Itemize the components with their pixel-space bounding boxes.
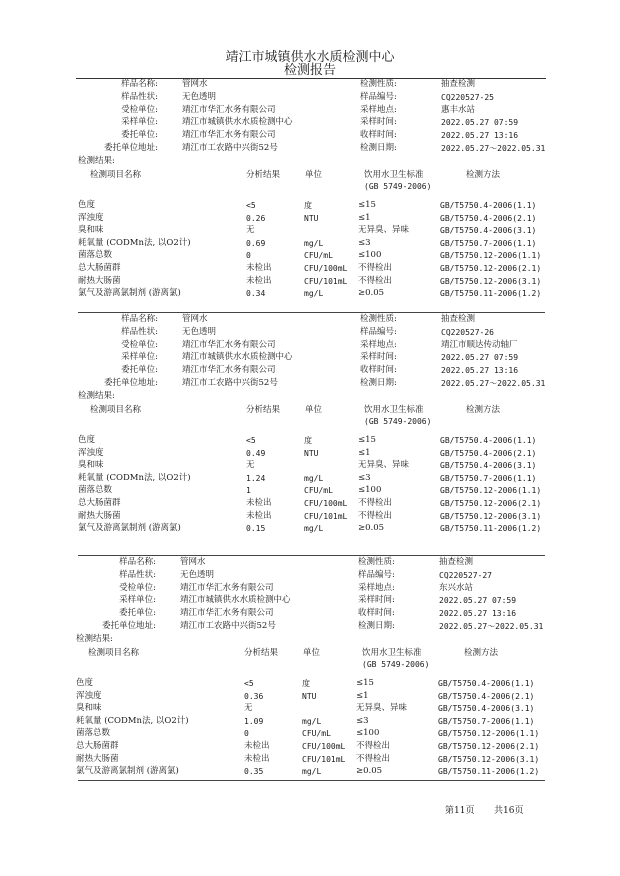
field-client-address: 靖江市工农路中兴街52号 — [180, 621, 276, 631]
field-client-address: 靖江市工农路中兴街52号 — [182, 378, 278, 388]
field-sample-status: 无色透明 — [182, 326, 217, 337]
field-sampling-site: 惠丰水站 — [441, 104, 476, 115]
cell-method: GB/T5750.12-2006(2.1) — [440, 264, 542, 273]
results-label: 检测结果: — [78, 391, 115, 401]
field-sampling-site: 靖江市顺达传动轴厂 — [441, 339, 518, 350]
cell-item: 耐热大肠菌 — [76, 753, 119, 764]
cell-item: 耗氧量 (CODMn法, 以O2计) — [76, 715, 189, 726]
cell-item: 臭和味 — [78, 225, 104, 236]
cell-item: 菌落总数 — [76, 728, 111, 739]
cell-result: 未检出 — [246, 498, 272, 508]
label-sampling-site: 采样地点: — [360, 104, 397, 115]
field-sample-name: 管网水 — [182, 79, 208, 89]
cell-result: 0 — [246, 251, 251, 261]
label-inspected-unit: 受检单位: — [121, 104, 158, 115]
field-test-nature: 抽查检测 — [441, 314, 476, 324]
cell-unit: 度 — [304, 436, 312, 445]
col-header-result: 分析结果 — [244, 648, 279, 658]
label-sample-status: 样品性状: — [121, 91, 158, 102]
cell-item: 氯气及游离氯制剂 (游离氯) — [78, 288, 181, 299]
cell-result: 0 — [244, 729, 249, 739]
cell-item: 浑浊度 — [78, 212, 104, 223]
label-sampling-time: 采样时间: — [358, 595, 395, 606]
field-inspected-unit: 靖江市华汇水务有限公司 — [180, 582, 274, 593]
label-test-nature: 检测性质: — [360, 314, 397, 324]
cell-method: GB/T5750.11-2006(1.2) — [440, 524, 542, 534]
label-client-unit: 委托单位: — [121, 130, 158, 141]
col-header-item: 检测项目名称 — [88, 648, 140, 658]
cell-standard: ≤100 — [356, 728, 380, 739]
col-header-standard-code: (GB 5749-2006) — [364, 417, 432, 426]
label-client-unit: 委托单位: — [121, 365, 158, 376]
cell-item: 色度 — [76, 678, 94, 688]
cell-unit: CFU/101mL — [304, 511, 348, 521]
col-header-unit: 单位 — [305, 405, 323, 415]
cell-item: 耐热大肠菌 — [78, 275, 121, 286]
cell-standard: ≤1 — [358, 447, 371, 458]
label-sample-no: 样品编号: — [360, 326, 397, 337]
cell-result: <5 — [244, 679, 254, 688]
field-sampling-site: 东兴水站 — [439, 582, 474, 593]
cell-item: 色度 — [78, 200, 96, 210]
cell-unit: CFU/100mL — [304, 499, 348, 508]
cell-method: GB/T5750.4-2006(3.1) — [438, 704, 535, 714]
field-test-date: 2022.05.27～2022.05.31 — [441, 379, 546, 388]
cell-item: 氯气及游离氯制剂 (游离氯) — [76, 766, 179, 777]
cell-item: 浑浊度 — [78, 447, 104, 458]
label-sampling-time: 采样时间: — [360, 352, 397, 363]
report-title: 靖江市城镇供水水质检测中心 — [225, 50, 395, 65]
cell-item: 臭和味 — [76, 703, 102, 714]
cell-unit: mg/L — [304, 473, 324, 483]
cell-standard: ≤100 — [358, 250, 382, 261]
section-divider — [78, 312, 545, 313]
cell-unit: 度 — [302, 679, 310, 688]
field-test-nature: 抽查检测 — [441, 79, 476, 89]
field-sampling-unit: 靖江市城镇供水水质检测中心 — [182, 117, 293, 128]
field-client-unit: 靖江市华汇水务有限公司 — [182, 365, 276, 376]
field-sample-name: 管网水 — [180, 557, 206, 567]
field-inspected-unit: 靖江市华汇水务有限公司 — [182, 339, 276, 350]
cell-unit: CFU/mL — [304, 251, 333, 261]
col-header-standard-code: (GB 5749-2006) — [364, 182, 432, 191]
cell-standard: 无异臭、异味 — [358, 225, 410, 236]
results-label: 检测结果: — [76, 634, 113, 644]
table-bottom-rule — [78, 780, 545, 781]
cell-result: <5 — [246, 201, 256, 210]
field-sample-no: CQ220527-26 — [441, 327, 494, 337]
cell-method: GB/T5750.12-2006(2.1) — [440, 499, 542, 508]
page-number: 第11页 — [445, 806, 475, 816]
cell-item: 色度 — [78, 435, 96, 445]
cell-unit: CFU/101mL — [302, 754, 346, 764]
cell-result: 无 — [246, 460, 255, 471]
cell-standard: 不得检出 — [358, 263, 393, 273]
col-header-result: 分析结果 — [246, 405, 281, 415]
label-inspected-unit: 受检单位: — [119, 582, 156, 593]
field-sampling-time: 2022.05.27 07:59 — [441, 118, 519, 128]
cell-unit: NTU — [302, 691, 317, 701]
results-label: 检测结果: — [78, 156, 115, 166]
cell-item: 耗氧量 (CODMn法, 以O2计) — [78, 237, 191, 248]
col-header-standard: 饮用水卫生标准 — [364, 405, 424, 415]
label-test-nature: 检测性质: — [360, 79, 397, 89]
field-inspected-unit: 靖江市华汇水务有限公司 — [182, 104, 276, 115]
label-sample-no: 样品编号: — [360, 91, 397, 102]
cell-item: 菌落总数 — [78, 485, 113, 496]
report-subtitle: 检测报告 — [283, 63, 336, 78]
cell-item: 总大肠菌群 — [78, 498, 121, 508]
cell-unit: mg/L — [304, 524, 324, 534]
cell-method: GB/T5750.7-2006(1.1) — [440, 238, 537, 248]
cell-unit: mg/L — [304, 238, 324, 248]
col-header-item: 检测项目名称 — [90, 405, 142, 415]
cell-item: 总大肠菌群 — [78, 263, 121, 273]
field-client-unit: 靖江市华汇水务有限公司 — [180, 608, 274, 619]
cell-standard: ≥0.05 — [358, 288, 385, 299]
cell-result: 无 — [244, 703, 253, 714]
cell-method: GB/T5750.11-2006(1.2) — [438, 767, 540, 777]
cell-item: 菌落总数 — [78, 250, 113, 261]
field-client-address: 靖江市工农路中兴街52号 — [182, 143, 278, 153]
field-sampling-time: 2022.05.27 07:59 — [439, 596, 517, 606]
cell-result: 0.49 — [246, 448, 266, 458]
cell-unit: NTU — [304, 213, 319, 223]
cell-standard: ≥0.05 — [356, 766, 383, 777]
cell-method: GB/T5750.4-2006(2.1) — [440, 448, 537, 458]
label-client-address: 委托单位地址: — [104, 378, 158, 388]
cell-method: GB/T5750.12-2006(1.1) — [440, 251, 542, 261]
cell-method: GB/T5750.12-2006(3.1) — [440, 276, 542, 286]
cell-method: GB/T5750.4-2006(2.1) — [440, 213, 537, 223]
cell-result: 0.15 — [246, 524, 266, 534]
cell-standard: ≤3 — [358, 472, 371, 483]
col-header-result: 分析结果 — [246, 170, 281, 180]
cell-standard: 不得检出 — [358, 510, 393, 521]
cell-method: GB/T5750.12-2006(3.1) — [438, 754, 540, 764]
label-sampling-unit: 采样单位: — [119, 595, 156, 606]
label-test-date: 检测日期: — [358, 621, 395, 631]
field-sample-name: 管网水 — [182, 314, 208, 324]
cell-method: GB/T5750.12-2006(2.1) — [438, 742, 540, 751]
field-test-nature: 抽查检测 — [439, 557, 474, 567]
cell-standard: 不得检出 — [356, 741, 391, 751]
cell-standard: ≥0.05 — [358, 523, 385, 534]
cell-method: GB/T5750.4-2006(2.1) — [438, 691, 535, 701]
label-inspected-unit: 受检单位: — [121, 339, 158, 350]
cell-result: 1 — [246, 486, 251, 496]
cell-result: 无 — [246, 225, 255, 236]
cell-result: 未检出 — [244, 753, 270, 764]
label-receive-time: 收样时间: — [360, 130, 397, 141]
cell-item: 耐热大肠菌 — [78, 510, 121, 521]
cell-standard: ≤100 — [358, 485, 382, 496]
col-header-item: 检测项目名称 — [90, 170, 142, 180]
label-sample-status: 样品性状: — [121, 326, 158, 337]
cell-method: GB/T5750.7-2006(1.1) — [440, 473, 537, 483]
cell-item: 耗氧量 (CODMn法, 以O2计) — [78, 472, 191, 483]
section-divider — [78, 555, 545, 556]
label-sample-name: 样品名称: — [119, 557, 156, 567]
cell-standard: ≤3 — [356, 715, 369, 726]
cell-result: 0.34 — [246, 289, 266, 299]
label-sample-name: 样品名称: — [121, 79, 158, 89]
label-sample-no: 样品编号: — [358, 569, 395, 580]
cell-standard: 不得检出 — [358, 275, 393, 286]
cell-unit: NTU — [304, 448, 319, 458]
cell-method: GB/T5750.4-2006(1.1) — [440, 436, 537, 445]
field-sample-status: 无色透明 — [180, 569, 215, 580]
field-sampling-time: 2022.05.27 07:59 — [441, 353, 519, 363]
label-sampling-unit: 采样单位: — [121, 117, 158, 128]
label-sampling-unit: 采样单位: — [121, 352, 158, 363]
cell-item: 氯气及游离氯制剂 (游离氯) — [78, 523, 181, 534]
label-sample-name: 样品名称: — [121, 314, 158, 324]
field-sampling-unit: 靖江市城镇供水水质检测中心 — [180, 595, 291, 606]
cell-item: 总大肠菌群 — [76, 741, 119, 751]
cell-result: 未检出 — [246, 263, 272, 273]
cell-standard: 不得检出 — [358, 498, 393, 508]
label-sampling-time: 采样时间: — [360, 117, 397, 128]
col-header-method: 检测方法 — [464, 648, 499, 658]
col-header-method: 检测方法 — [466, 170, 501, 180]
label-sampling-site: 采样地点: — [360, 339, 397, 350]
field-client-unit: 靖江市华汇水务有限公司 — [182, 130, 276, 141]
col-header-standard: 饮用水卫生标准 — [364, 170, 424, 180]
cell-unit: mg/L — [302, 716, 322, 726]
cell-unit: CFU/100mL — [302, 742, 346, 751]
field-receive-time: 2022.05.27 13:16 — [441, 131, 519, 141]
cell-result: 1.24 — [246, 473, 266, 483]
field-test-date: 2022.05.27～2022.05.31 — [439, 622, 544, 631]
cell-method: GB/T5750.4-2006(1.1) — [440, 201, 537, 210]
cell-unit: CFU/mL — [302, 729, 331, 739]
cell-result: 未检出 — [246, 510, 272, 521]
label-sample-status: 样品性状: — [119, 569, 156, 580]
cell-standard: ≤1 — [358, 212, 371, 223]
field-receive-time: 2022.05.27 13:16 — [441, 366, 519, 376]
cell-method: GB/T5750.7-2006(1.1) — [438, 716, 535, 726]
cell-method: GB/T5750.12-2006(3.1) — [440, 511, 542, 521]
cell-result: 1.09 — [244, 716, 264, 726]
label-test-date: 检测日期: — [360, 378, 397, 388]
field-sampling-unit: 靖江市城镇供水水质检测中心 — [182, 352, 293, 363]
cell-result: 0.36 — [244, 691, 264, 701]
cell-unit: 度 — [304, 201, 312, 210]
cell-item: 臭和味 — [78, 460, 104, 471]
label-test-date: 检测日期: — [360, 143, 397, 153]
field-sample-no: CQ220527-27 — [439, 570, 492, 580]
cell-method: GB/T5750.4-2006(1.1) — [438, 679, 535, 688]
col-header-method: 检测方法 — [466, 405, 501, 415]
cell-standard: 无异臭、异味 — [356, 703, 408, 714]
col-header-standard: 饮用水卫生标准 — [362, 648, 422, 658]
cell-result: <5 — [246, 436, 256, 445]
cell-standard: ≤15 — [358, 435, 376, 445]
label-client-address: 委托单位地址: — [104, 143, 158, 153]
cell-result: 0.35 — [244, 767, 264, 777]
cell-method: GB/T5750.12-2006(1.1) — [438, 729, 540, 739]
cell-unit: mg/L — [302, 767, 322, 777]
cell-method: GB/T5750.12-2006(1.1) — [440, 486, 542, 496]
cell-standard: ≤15 — [356, 678, 374, 688]
col-header-unit: 单位 — [303, 648, 321, 658]
field-sample-status: 无色透明 — [182, 91, 217, 102]
cell-standard: ≤3 — [358, 237, 371, 248]
label-client-address: 委托单位地址: — [102, 621, 156, 631]
cell-unit: CFU/101mL — [304, 276, 348, 286]
cell-result: 0.69 — [246, 238, 266, 248]
label-receive-time: 收样时间: — [360, 365, 397, 376]
cell-standard: 不得检出 — [356, 753, 391, 764]
field-test-date: 2022.05.27～2022.05.31 — [441, 144, 546, 153]
cell-unit: CFU/mL — [304, 486, 333, 496]
cell-unit: CFU/100mL — [304, 264, 348, 273]
cell-result: 未检出 — [244, 741, 270, 751]
cell-unit: mg/L — [304, 289, 324, 299]
label-sampling-site: 采样地点: — [358, 582, 395, 593]
label-client-unit: 委托单位: — [119, 608, 156, 619]
cell-standard: 无异臭、异味 — [358, 460, 410, 471]
page-total: 共16页 — [494, 806, 524, 816]
field-sample-no: CQ220527-25 — [441, 92, 494, 102]
col-header-standard-code: (GB 5749-2006) — [362, 660, 430, 669]
cell-method: GB/T5750.11-2006(1.2) — [440, 289, 542, 299]
cell-method: GB/T5750.4-2006(3.1) — [440, 226, 537, 236]
cell-item: 浑浊度 — [76, 690, 102, 701]
cell-result: 未检出 — [246, 275, 272, 286]
label-receive-time: 收样时间: — [358, 608, 395, 619]
cell-standard: ≤1 — [356, 690, 369, 701]
field-receive-time: 2022.05.27 13:16 — [439, 609, 517, 619]
label-test-nature: 检测性质: — [358, 557, 395, 567]
cell-standard: ≤15 — [358, 200, 376, 210]
cell-method: GB/T5750.4-2006(3.1) — [440, 461, 537, 471]
col-header-unit: 单位 — [305, 170, 323, 180]
cell-result: 0.26 — [246, 213, 266, 223]
